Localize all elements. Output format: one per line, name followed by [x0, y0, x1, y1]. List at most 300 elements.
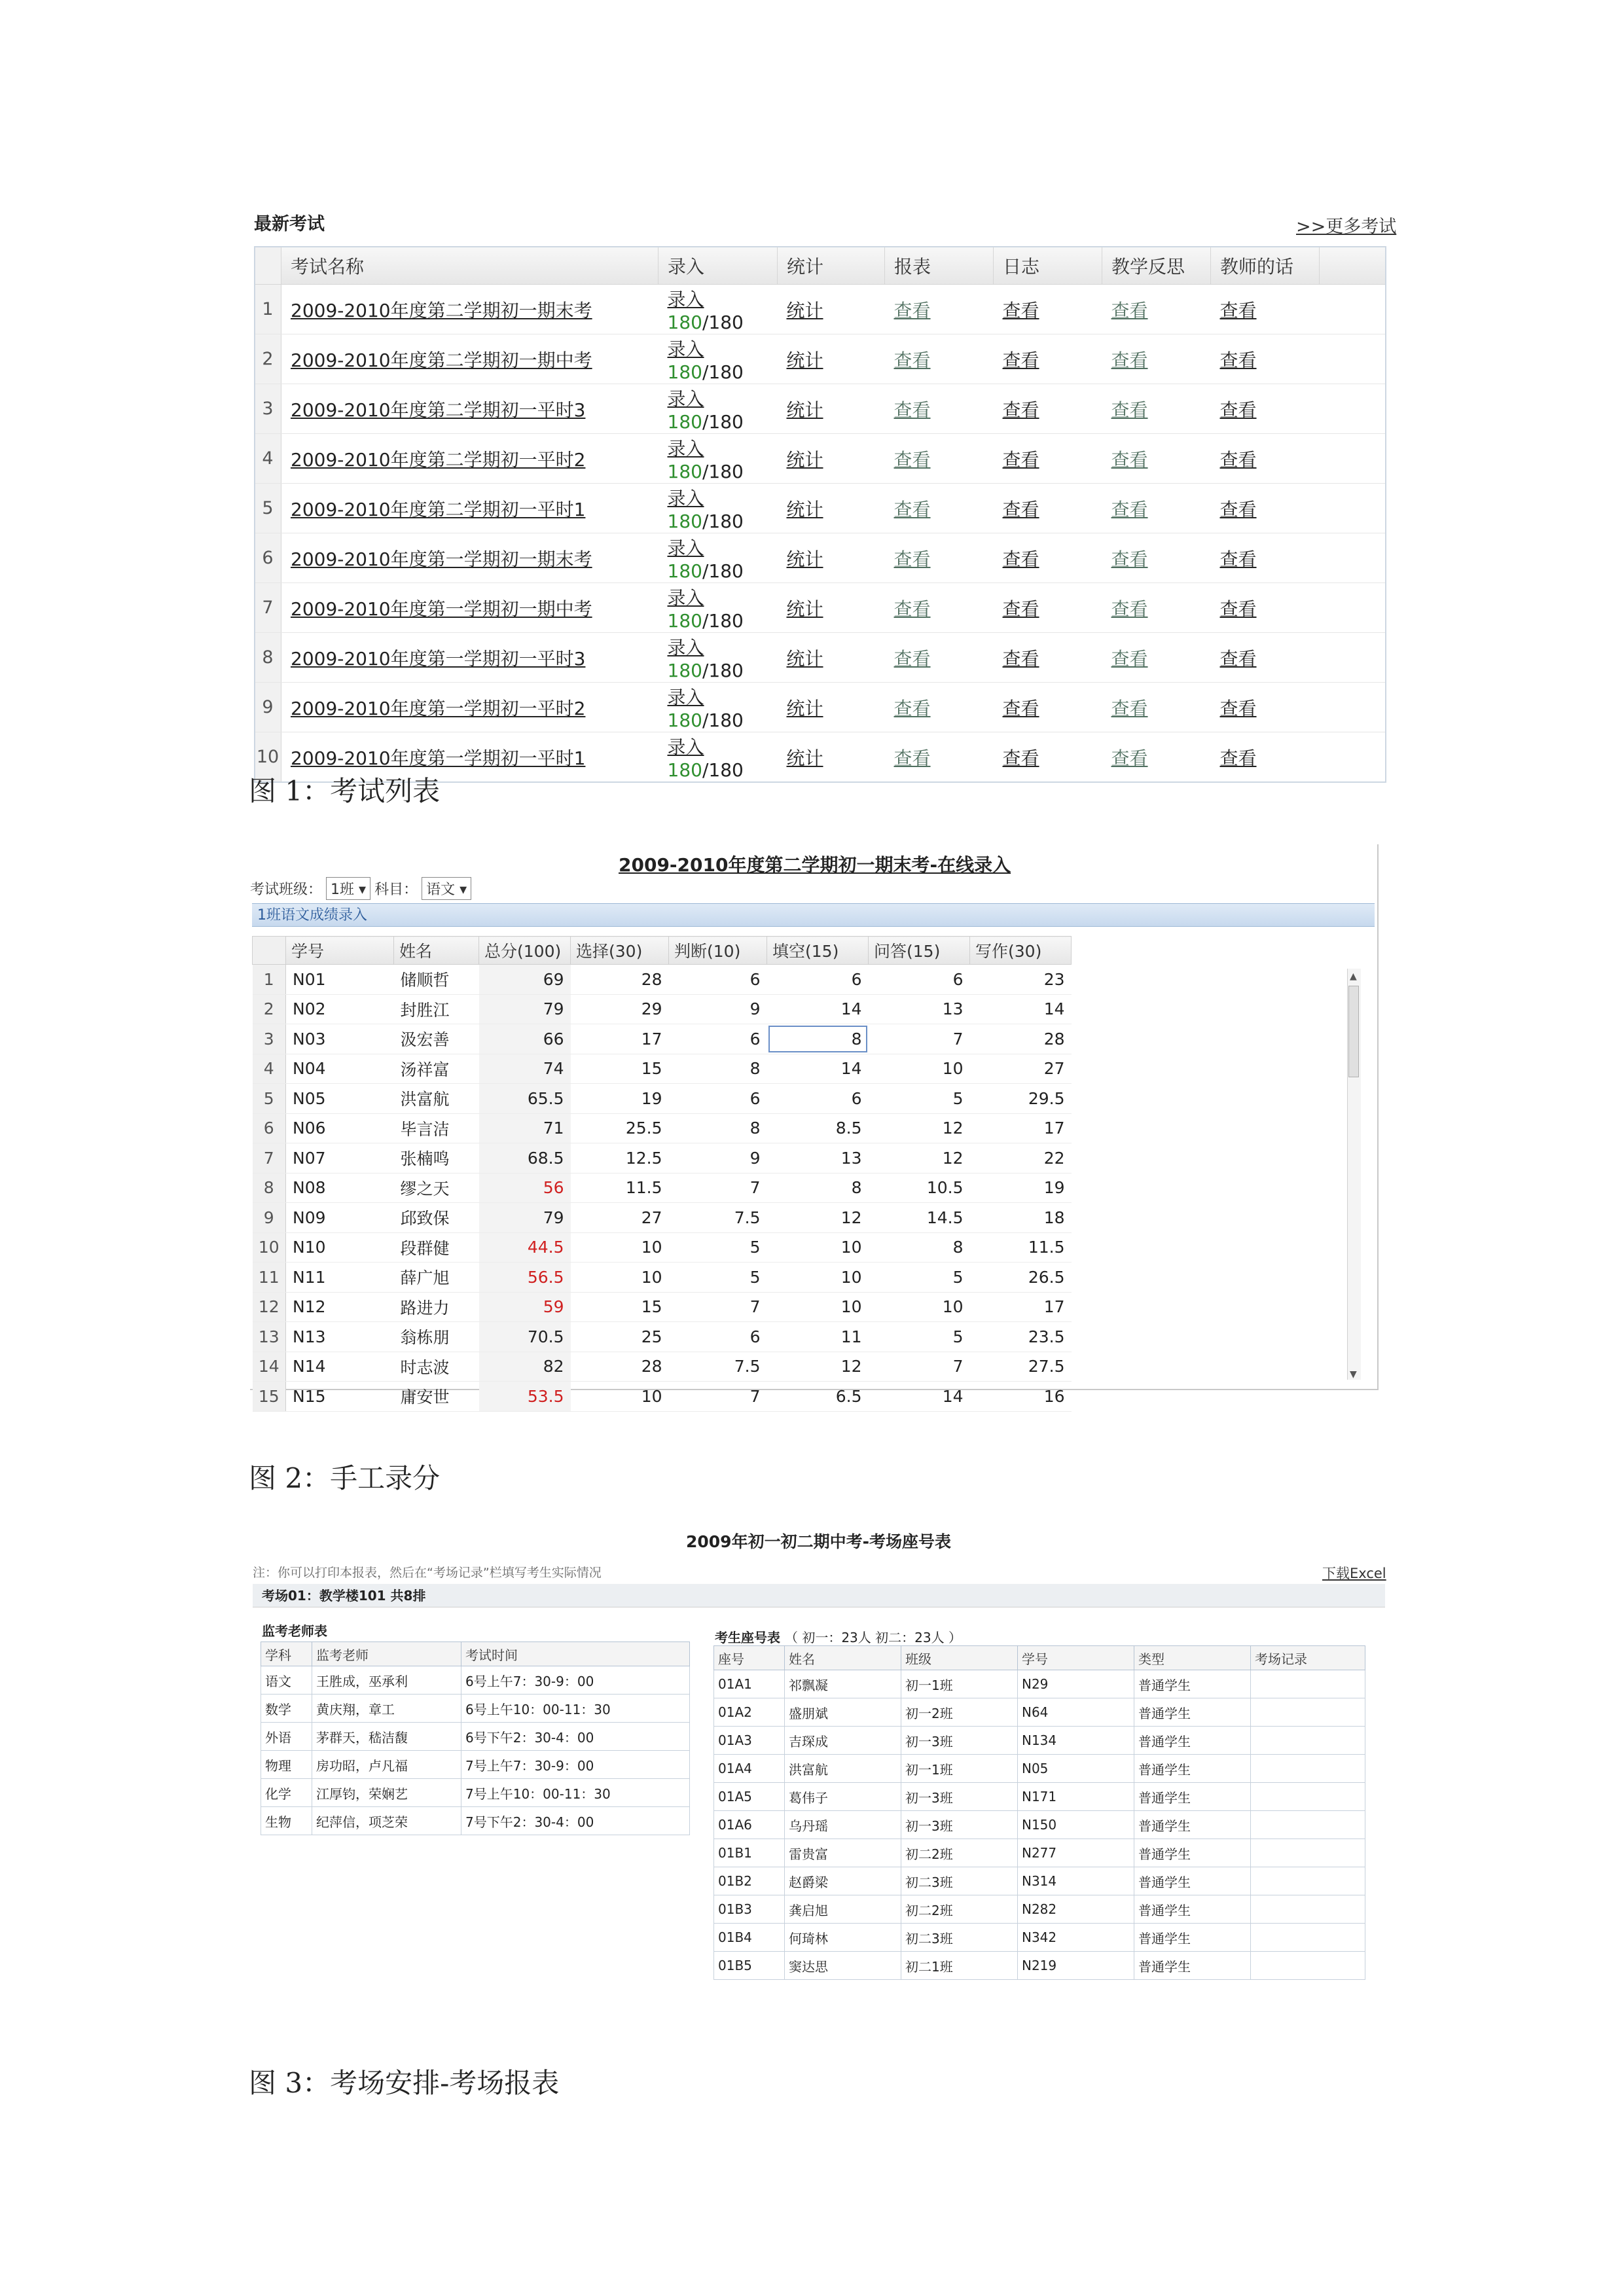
exam-row: [255, 633, 1386, 683]
total-score-cell: 79: [479, 1203, 571, 1233]
log-view-link[interactable]: 查看: [1002, 548, 1039, 570]
fill-score-cell[interactable]: 8: [767, 1024, 869, 1054]
student-id-cell: N282: [1018, 1895, 1134, 1924]
writing-score-cell[interactable]: 27.5: [970, 1352, 1072, 1382]
judge-score-cell[interactable]: 5: [669, 1263, 767, 1293]
figure-2-caption: 图 2：手工录分: [249, 1462, 441, 1494]
writing-score-cell[interactable]: 22: [970, 1143, 1072, 1174]
download-excel-link[interactable]: 下载Excel: [1322, 1566, 1386, 1581]
room-record-cell[interactable]: [1251, 1698, 1365, 1727]
qa-score-cell[interactable]: 5: [869, 1263, 970, 1293]
stats-link[interactable]: 统计: [786, 498, 823, 520]
entry-cell: [659, 334, 778, 384]
header-student-name: 姓名: [785, 1646, 901, 1670]
total-score-cell: 53.5: [479, 1382, 571, 1412]
exam-name-cell: [281, 633, 659, 683]
proctor-row: [261, 1807, 690, 1835]
stats-link[interactable]: 统计: [786, 349, 823, 371]
stats-cell: [778, 583, 885, 633]
choice-score-cell[interactable]: 12.5: [571, 1143, 669, 1174]
row-index: 7: [253, 1143, 286, 1174]
writing-score-cell[interactable]: 11.5: [970, 1232, 1072, 1263]
print-note: 注：你可以打印本报表，然后在“考场记录”栏填写考生实际情况: [253, 1566, 602, 1580]
student-id-cell: N12: [286, 1292, 394, 1322]
student-id-cell: N314: [1018, 1867, 1134, 1895]
stats-link[interactable]: 统计: [786, 747, 823, 769]
type-cell: 普通学生: [1134, 1755, 1251, 1783]
student-id-cell: N09: [286, 1203, 394, 1233]
exam-name-cell: [281, 334, 659, 384]
writing-score-cell[interactable]: 23: [970, 965, 1072, 995]
seat-row: [714, 1839, 1365, 1867]
exam-name-link[interactable]: 2009-2010年度第一学期初一期中考: [291, 598, 592, 620]
qa-score-cell[interactable]: 14.5: [869, 1203, 970, 1233]
entry-total-count: /180: [702, 709, 744, 731]
subject-cell: 数学: [261, 1695, 312, 1723]
writing-score-cell[interactable]: 26.5: [970, 1263, 1072, 1293]
subject-select[interactable]: [422, 877, 471, 900]
stats-link[interactable]: 统计: [786, 697, 823, 719]
exam-name-cell: [281, 434, 659, 484]
entry-link[interactable]: 录入: [667, 388, 704, 410]
writing-score-cell[interactable]: 17: [970, 1113, 1072, 1143]
entry-total-count: /180: [702, 461, 744, 482]
reflection-cell: [1102, 633, 1211, 683]
stats-link[interactable]: 统计: [786, 647, 823, 670]
fill-score-cell[interactable]: 8.5: [767, 1113, 869, 1143]
exam-list-table: [254, 246, 1386, 783]
spacer-cell: [1320, 285, 1386, 334]
writing-score-cell[interactable]: 18: [970, 1203, 1072, 1233]
total-score-cell: 59: [479, 1292, 571, 1322]
report-view-link[interactable]: 查看: [893, 747, 931, 769]
stats-cell: [778, 384, 885, 434]
writing-score-cell[interactable]: 29.5: [970, 1084, 1072, 1114]
writing-score-cell[interactable]: 16: [970, 1382, 1072, 1412]
report-view-link[interactable]: 查看: [893, 548, 931, 570]
class-select-value: 1班: [331, 882, 355, 898]
judge-score-cell[interactable]: 6: [669, 965, 767, 995]
judge-score-cell[interactable]: 7.5: [669, 1352, 767, 1382]
writing-score-cell[interactable]: 19: [970, 1173, 1072, 1203]
report-cell: [885, 285, 994, 334]
proctor-cell: 茅群天，嵇洁馥: [312, 1723, 461, 1751]
student-id-cell: N277: [1018, 1839, 1134, 1867]
log-view-link[interactable]: 查看: [1002, 747, 1039, 769]
exam-name-link[interactable]: 2009-2010年度第一学期初一平时1: [291, 747, 586, 769]
reflection-cell: [1102, 484, 1211, 533]
exam-time-cell: 6号上午7：30-9：00: [461, 1666, 690, 1695]
reflection-view-link[interactable]: 查看: [1111, 697, 1148, 719]
seat-no-cell: 01B1: [714, 1839, 785, 1867]
fill-score-cell[interactable]: 10: [767, 1292, 869, 1322]
exam-name-cell: [281, 533, 659, 583]
qa-score-cell[interactable]: 7: [869, 1352, 970, 1382]
qa-score-cell[interactable]: 10: [869, 1054, 970, 1084]
report-view-link[interactable]: 查看: [893, 647, 931, 670]
judge-score-cell[interactable]: 6: [669, 1084, 767, 1114]
stats-link[interactable]: 统计: [786, 448, 823, 471]
teacher-words-view-link[interactable]: 查看: [1219, 349, 1257, 371]
exam-name-link[interactable]: 2009-2010年度第一学期初一平时2: [291, 697, 586, 719]
writing-score-cell[interactable]: 14: [970, 994, 1072, 1024]
entry-cell: [659, 633, 778, 683]
writing-score-cell[interactable]: 28: [970, 1024, 1072, 1054]
exam-name-link[interactable]: 2009-2010年度第一学期初一期末考: [291, 548, 592, 570]
entry-link[interactable]: 录入: [667, 736, 704, 758]
proctor-row: [261, 1751, 690, 1779]
reflection-view-link[interactable]: 查看: [1111, 299, 1148, 321]
seat-no-cell: 01B4: [714, 1924, 785, 1952]
choice-score-cell[interactable]: 10: [571, 1232, 669, 1263]
stats-link[interactable]: 统计: [786, 548, 823, 570]
seat-row: [714, 1727, 1365, 1755]
room-record-cell[interactable]: [1251, 1867, 1365, 1895]
student-name-cell: 薛广旭: [394, 1263, 479, 1293]
spacer-cell: [1320, 334, 1386, 384]
judge-score-cell[interactable]: 8: [669, 1054, 767, 1084]
room-record-cell[interactable]: [1251, 1755, 1365, 1783]
entry-link[interactable]: 录入: [667, 338, 704, 360]
student-id-cell: N171: [1018, 1783, 1134, 1811]
judge-score-cell[interactable]: 6: [669, 1024, 767, 1054]
student-name-cell: 缪之天: [394, 1173, 479, 1203]
report-cell: [885, 484, 994, 533]
header-stats: 统计: [778, 247, 885, 285]
room-record-cell[interactable]: [1251, 1895, 1365, 1924]
report-view-link[interactable]: 查看: [893, 399, 931, 421]
qa-score-cell[interactable]: 6: [869, 965, 970, 995]
row-index: 5: [253, 1084, 286, 1114]
reflection-view-link[interactable]: 查看: [1111, 598, 1148, 620]
choice-score-cell[interactable]: 10: [571, 1382, 669, 1412]
fill-score-cell[interactable]: 10: [767, 1263, 869, 1293]
entry-link[interactable]: 录入: [667, 488, 704, 509]
header-seat-no: 座号: [714, 1646, 785, 1670]
score-row: [253, 1322, 1072, 1352]
report-view-link[interactable]: 查看: [893, 598, 931, 620]
student-id-cell: N06: [286, 1113, 394, 1143]
type-cell: 普通学生: [1134, 1727, 1251, 1755]
report-view-link[interactable]: 查看: [893, 299, 931, 321]
seat-no-cell: 01B3: [714, 1895, 785, 1924]
entry-cell: [659, 384, 778, 434]
entry-link[interactable]: 录入: [667, 687, 704, 708]
choice-score-cell[interactable]: 28: [571, 1352, 669, 1382]
header-spacer: [1320, 247, 1386, 285]
judge-score-cell[interactable]: 6: [669, 1322, 767, 1352]
entry-done-count: 180: [667, 511, 702, 532]
judge-score-cell[interactable]: 7.5: [669, 1203, 767, 1233]
qa-score-cell[interactable]: 5: [869, 1084, 970, 1114]
choice-score-cell[interactable]: 25.5: [571, 1113, 669, 1143]
room-record-cell[interactable]: [1251, 1839, 1365, 1867]
report-view-link[interactable]: 查看: [893, 448, 931, 471]
student-id-cell: N219: [1018, 1952, 1134, 1980]
class-label: 考试班级：: [250, 882, 323, 898]
student-id-cell: N05: [1018, 1755, 1134, 1783]
student-id-cell: N10: [286, 1232, 394, 1263]
proctor-header-row: [261, 1642, 690, 1666]
qa-score-cell[interactable]: 5: [869, 1322, 970, 1352]
report-view-link[interactable]: 查看: [893, 498, 931, 520]
entry-cell: [659, 683, 778, 732]
log-view-link[interactable]: 查看: [1002, 647, 1039, 670]
report-cell: [885, 533, 994, 583]
spacer-cell: [1320, 533, 1386, 583]
judge-score-cell[interactable]: 7: [669, 1382, 767, 1412]
room-record-cell[interactable]: [1251, 1783, 1365, 1811]
subject-cell: 生物: [261, 1807, 312, 1835]
choice-score-cell[interactable]: 10: [571, 1263, 669, 1293]
reflection-view-link[interactable]: 查看: [1111, 399, 1148, 421]
exam-name-link[interactable]: 2009-2010年度第二学期初一期中考: [291, 349, 592, 371]
log-view-link[interactable]: 查看: [1002, 498, 1039, 520]
choice-score-cell[interactable]: 29: [571, 994, 669, 1024]
judge-score-cell[interactable]: 9: [669, 994, 767, 1024]
choice-score-cell[interactable]: 25: [571, 1322, 669, 1352]
log-view-link[interactable]: 查看: [1002, 697, 1039, 719]
student-name-cell: 盛朋斌: [785, 1698, 901, 1727]
stats-link[interactable]: 统计: [786, 299, 823, 321]
spacer-cell: [1320, 683, 1386, 732]
row-index: 4: [253, 1054, 286, 1084]
entry-cell: [659, 484, 778, 533]
fill-score-cell[interactable]: 12: [767, 1352, 869, 1382]
report-cell: [885, 683, 994, 732]
teacher-words-cell: [1211, 683, 1320, 732]
choice-score-cell[interactable]: 27: [571, 1203, 669, 1233]
reflection-view-link[interactable]: 查看: [1111, 448, 1148, 471]
header-choice: 选择(30): [571, 937, 669, 965]
exam-time-cell: 7号上午10：00-11：30: [461, 1779, 690, 1807]
exam-time-cell: 6号上午10：00-11：30: [461, 1695, 690, 1723]
total-score-cell: 44.5: [479, 1232, 571, 1263]
entry-done-count: 180: [667, 709, 702, 731]
fill-score-cell[interactable]: 6: [767, 965, 869, 995]
score-row: [253, 1054, 1072, 1084]
qa-score-cell[interactable]: 10: [869, 1292, 970, 1322]
type-cell: 普通学生: [1134, 1952, 1251, 1980]
seat-row: [714, 1670, 1365, 1698]
subject-cell: 物理: [261, 1751, 312, 1779]
report-view-link[interactable]: 查看: [893, 349, 931, 371]
qa-score-cell[interactable]: 12: [869, 1113, 970, 1143]
student-name-cell: 窦达思: [785, 1952, 901, 1980]
type-cell: 普通学生: [1134, 1811, 1251, 1839]
reflection-view-link[interactable]: 查看: [1111, 548, 1148, 570]
choice-score-cell[interactable]: 15: [571, 1054, 669, 1084]
score-row: [253, 994, 1072, 1024]
room-record-cell[interactable]: [1251, 1811, 1365, 1839]
teacher-words-view-link[interactable]: 查看: [1219, 647, 1257, 670]
report-view-link[interactable]: 查看: [893, 697, 931, 719]
reflection-cell: [1102, 384, 1211, 434]
log-view-link[interactable]: 查看: [1002, 399, 1039, 421]
exam-name-cell: [281, 583, 659, 633]
qa-score-cell[interactable]: 10.5: [869, 1173, 970, 1203]
reflection-view-link[interactable]: 查看: [1111, 647, 1148, 670]
index-header: [253, 937, 286, 965]
exam-name-link[interactable]: 2009-2010年度第二学期初一期末考: [291, 299, 592, 321]
stats-cell: [778, 334, 885, 384]
judge-score-cell[interactable]: 5: [669, 1232, 767, 1263]
total-score-cell: 65.5: [479, 1084, 571, 1114]
student-name-cell: 时志波: [394, 1352, 479, 1382]
scrollbar-thumb[interactable]: [1348, 986, 1359, 1077]
qa-score-cell[interactable]: 12: [869, 1143, 970, 1174]
seat-no-cell: 01A5: [714, 1783, 785, 1811]
row-index: 1: [255, 285, 281, 334]
header-log: 日志: [994, 247, 1102, 285]
teacher-words-cell: [1211, 583, 1320, 633]
room-record-cell[interactable]: [1251, 1727, 1365, 1755]
stats-link[interactable]: 统计: [786, 399, 823, 421]
fill-score-cell[interactable]: 8: [767, 1173, 869, 1203]
log-view-link[interactable]: 查看: [1002, 448, 1039, 471]
qa-score-cell[interactable]: 14: [869, 1382, 970, 1412]
entry-done-count: 180: [667, 660, 702, 681]
fill-score-cell[interactable]: 12: [767, 1203, 869, 1233]
choice-score-cell[interactable]: 17: [571, 1024, 669, 1054]
reflection-view-link[interactable]: 查看: [1111, 747, 1148, 769]
seat-row: [714, 1698, 1365, 1727]
reflection-cell: [1102, 334, 1211, 384]
log-view-link[interactable]: 查看: [1002, 299, 1039, 321]
room-record-cell[interactable]: [1251, 1670, 1365, 1698]
teacher-words-view-link[interactable]: 查看: [1219, 598, 1257, 620]
qa-score-cell[interactable]: 7: [869, 1024, 970, 1054]
judge-score-cell[interactable]: 9: [669, 1143, 767, 1174]
report-cell: [885, 384, 994, 434]
fill-score-cell[interactable]: 13: [767, 1143, 869, 1174]
report-cell: [885, 732, 994, 783]
exam-name-link[interactable]: 2009-2010年度第一学期初一平时3: [291, 647, 586, 670]
choice-score-cell[interactable]: 11.5: [571, 1173, 669, 1203]
type-cell: 普通学生: [1134, 1839, 1251, 1867]
choice-score-cell[interactable]: 28: [571, 965, 669, 995]
row-index: 2: [255, 334, 281, 384]
row-index: 3: [253, 1024, 286, 1054]
teacher-words-cell: [1211, 633, 1320, 683]
teacher-words-view-link[interactable]: 查看: [1219, 548, 1257, 570]
student-name-cell: 庸安世: [394, 1382, 479, 1412]
choice-score-cell[interactable]: 19: [571, 1084, 669, 1114]
fill-score-cell[interactable]: 6.5: [767, 1382, 869, 1412]
scroll-down-icon[interactable]: ▼: [1350, 1369, 1357, 1380]
teacher-words-view-link[interactable]: 查看: [1219, 299, 1257, 321]
exam-name-link[interactable]: 2009-2010年度第二学期初一平时2: [291, 448, 586, 471]
student-name-cell: 乌丹瑶: [785, 1811, 901, 1839]
log-view-link[interactable]: 查看: [1002, 349, 1039, 371]
header-student-id: 学号: [1018, 1646, 1134, 1670]
fill-score-cell[interactable]: 14: [767, 1054, 869, 1084]
fill-score-cell[interactable]: 11: [767, 1322, 869, 1352]
report-cell: [885, 434, 994, 484]
reflection-view-link[interactable]: 查看: [1111, 349, 1148, 371]
header-name: 姓名: [394, 937, 479, 965]
more-exams-link[interactable]: >>更多考试: [1296, 217, 1397, 237]
seat-no-cell: 01A1: [714, 1670, 785, 1698]
row-index: 14: [253, 1352, 286, 1382]
fill-score-cell[interactable]: 14: [767, 994, 869, 1024]
entry-link[interactable]: 录入: [667, 289, 704, 310]
header-exam-time: 考试时间: [461, 1642, 690, 1666]
seat-row: [714, 1952, 1365, 1980]
exam-time-cell: 7号下午2：30-4：00: [461, 1807, 690, 1835]
class-select[interactable]: [326, 877, 370, 900]
entry-link[interactable]: 录入: [667, 587, 704, 609]
entry-cell: [659, 285, 778, 334]
writing-score-cell[interactable]: 23.5: [970, 1322, 1072, 1352]
header-teacher-words: 教师的话: [1211, 247, 1320, 285]
entry-link[interactable]: 录入: [667, 438, 704, 459]
student-name-cell: 段群健: [394, 1232, 479, 1263]
total-score-cell: 68.5: [479, 1143, 571, 1174]
seat-no-cell: 01A4: [714, 1755, 785, 1783]
room-record-cell[interactable]: [1251, 1924, 1365, 1952]
judge-score-cell[interactable]: 7: [669, 1173, 767, 1203]
exam-name-link[interactable]: 2009-2010年度第二学期初一平时3: [291, 399, 586, 421]
teacher-words-view-link[interactable]: 查看: [1219, 498, 1257, 520]
judge-score-cell[interactable]: 7: [669, 1292, 767, 1322]
entry-total-count: /180: [702, 660, 744, 681]
row-index: 10: [253, 1232, 286, 1263]
exam-row: [255, 683, 1386, 732]
log-view-link[interactable]: 查看: [1002, 598, 1039, 620]
stats-cell: [778, 683, 885, 732]
qa-score-cell[interactable]: 8: [869, 1232, 970, 1263]
log-cell: [994, 583, 1102, 633]
header-report: 报表: [885, 247, 994, 285]
total-score-cell: 70.5: [479, 1322, 571, 1352]
teacher-words-view-link[interactable]: 查看: [1219, 747, 1257, 769]
reflection-cell: [1102, 285, 1211, 334]
entry-done-count: 180: [667, 361, 702, 383]
entry-link[interactable]: 录入: [667, 637, 704, 658]
judge-score-cell[interactable]: 8: [669, 1113, 767, 1143]
teacher-words-view-link[interactable]: 查看: [1219, 697, 1257, 719]
entry-total-count: /180: [702, 411, 744, 433]
entry-done-count: 180: [667, 312, 702, 333]
row-index: 9: [255, 683, 281, 732]
teacher-words-view-link[interactable]: 查看: [1219, 399, 1257, 421]
choice-score-cell[interactable]: 15: [571, 1292, 669, 1322]
reflection-cell: [1102, 583, 1211, 633]
report-cell: [885, 583, 994, 633]
teacher-words-view-link[interactable]: 查看: [1219, 448, 1257, 471]
teacher-words-cell: [1211, 434, 1320, 484]
score-header-row: [253, 937, 1072, 965]
room-record-cell[interactable]: [1251, 1952, 1365, 1980]
reflection-view-link[interactable]: 查看: [1111, 498, 1148, 520]
log-cell: [994, 334, 1102, 384]
scroll-up-icon[interactable]: ▲: [1350, 971, 1357, 982]
stats-link[interactable]: 统计: [786, 598, 823, 620]
student-name-cell: 洪富航: [785, 1755, 901, 1783]
fill-score-cell[interactable]: 10: [767, 1232, 869, 1263]
row-index: 11: [253, 1263, 286, 1293]
writing-score-cell[interactable]: 17: [970, 1292, 1072, 1322]
entry-link[interactable]: 录入: [667, 537, 704, 559]
fill-score-cell[interactable]: 6: [767, 1084, 869, 1114]
report-cell: [885, 334, 994, 384]
class-cell: 初一3班: [901, 1727, 1018, 1755]
qa-score-cell[interactable]: 13: [869, 994, 970, 1024]
writing-score-cell[interactable]: 27: [970, 1054, 1072, 1084]
student-id-cell: N03: [286, 1024, 394, 1054]
exam-name-link[interactable]: 2009-2010年度第二学期初一平时1: [291, 498, 586, 520]
